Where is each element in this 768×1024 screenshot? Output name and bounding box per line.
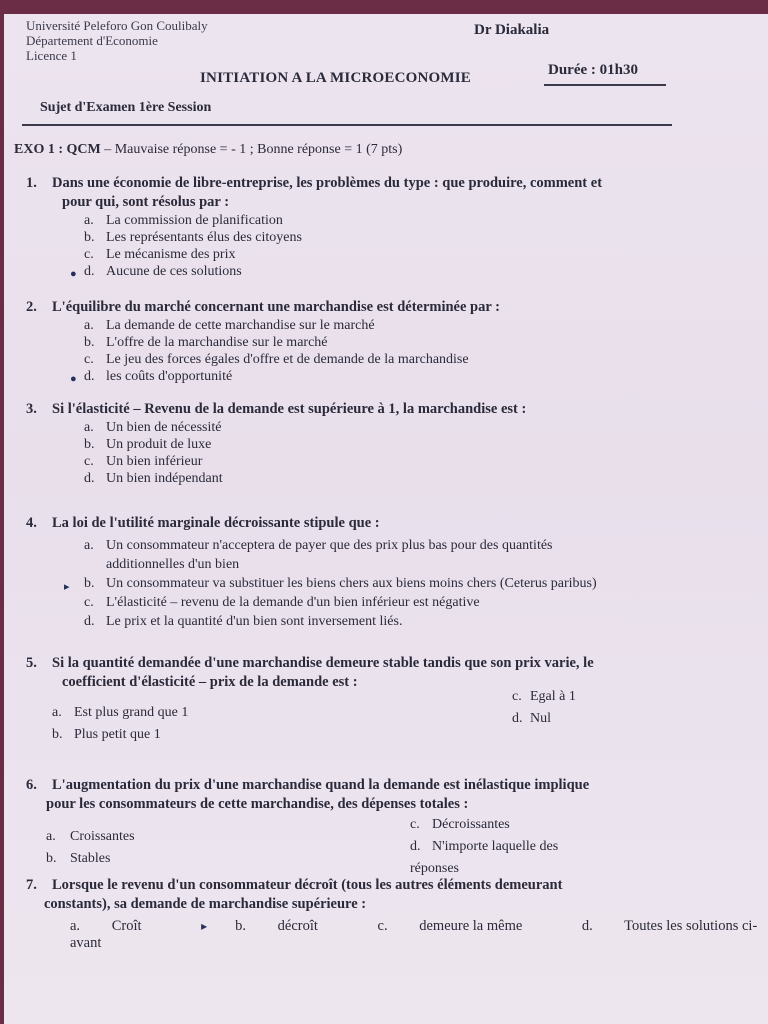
pen-mark-icon: ● bbox=[70, 268, 77, 280]
options-inline bbox=[26, 918, 768, 952]
question-1 bbox=[26, 174, 602, 280]
options-left bbox=[52, 702, 188, 746]
options-right bbox=[512, 686, 576, 730]
option: c. Décroissantes bbox=[410, 817, 510, 832]
pen-mark-icon: ▸ bbox=[201, 919, 208, 933]
option: ▸ b. décroît bbox=[201, 918, 318, 934]
question-6 bbox=[26, 776, 590, 876]
question-stem: 2. L'équilibre du marché concernant une marchandise est déterminée par : bbox=[26, 299, 500, 315]
option: c. Un bien inférieur bbox=[84, 454, 203, 469]
question-stem: 4. La loi de l'utilité marginale décroissante stipule que : bbox=[26, 515, 380, 531]
option: b. Les représentants élus des citoyens bbox=[84, 230, 302, 245]
options-list bbox=[26, 317, 500, 385]
question-7 bbox=[26, 876, 768, 952]
options-two-columns bbox=[26, 814, 589, 876]
option: d. Un bien indépendant bbox=[84, 471, 223, 486]
option-continued: additionnelles d'un bien bbox=[106, 557, 240, 572]
exercise-heading bbox=[14, 142, 402, 158]
option: a. La demande de cette marchandise sur le marché bbox=[84, 318, 375, 333]
option: c. L'élasticité – revenu de la demande d'un bien inférieur est négative bbox=[84, 595, 480, 610]
option: d. N'importe laquelle des réponses bbox=[410, 839, 559, 876]
question-stem-cont: pour les consommateurs de cette marchandise, des dépenses totales : bbox=[46, 796, 469, 812]
option: b. L'offre de la marchandise sur le marché bbox=[84, 335, 328, 350]
option: b. Plus petit que 1 bbox=[52, 727, 161, 742]
options-right bbox=[410, 814, 589, 880]
header-divider bbox=[22, 124, 672, 126]
exam-title: INITIATION A LA MICROECONOMIE bbox=[200, 70, 471, 86]
question-stem-cont: coefficient d'élasticité – prix de la demande est : bbox=[62, 674, 358, 690]
option: a. Est plus grand que 1 bbox=[52, 705, 189, 720]
exercise-label: EXO 1 : QCM bbox=[14, 142, 101, 157]
exam-session: Sujet d'Examen 1ère Session bbox=[40, 100, 212, 115]
university-name: Université Peleforo Gon Coulibaly bbox=[26, 18, 208, 33]
question-2 bbox=[26, 298, 500, 385]
question-stem-cont: pour qui, sont résolus par : bbox=[62, 194, 230, 210]
options-two-columns bbox=[26, 689, 594, 742]
pen-mark-icon: ● bbox=[70, 373, 77, 385]
option: a. La commission de planification bbox=[84, 213, 283, 228]
option: a. Croît bbox=[70, 918, 142, 934]
exam-sheet bbox=[4, 14, 768, 1024]
option: d. Nul bbox=[512, 711, 551, 726]
option: ● d. Aucune de ces solutions bbox=[26, 263, 602, 280]
option: a. Un consommateur n'acceptera de payer que des prix plus bas pour des quantités bbox=[84, 538, 553, 553]
question-5 bbox=[26, 654, 594, 742]
level-label: Licence 1 bbox=[26, 48, 77, 63]
department-name: Département d'Economie bbox=[26, 33, 158, 48]
option: c. Egal à 1 bbox=[512, 689, 576, 704]
option: a. Croissantes bbox=[46, 829, 135, 844]
options-list bbox=[26, 419, 526, 487]
question-stem: 1. Dans une économie de libre-entreprise, les problèmes du type : que produire, comment et bbox=[26, 175, 603, 191]
duration-underline bbox=[544, 84, 666, 86]
options-left bbox=[46, 826, 135, 870]
option: c. Le jeu des forces égales d'offre et de demande de la marchandise bbox=[84, 352, 469, 367]
option: d. Le prix et la quantité d'un bien sont inversement liés. bbox=[84, 614, 403, 629]
question-4 bbox=[26, 514, 597, 631]
exam-duration: Durée : 01h30 bbox=[548, 62, 638, 78]
header-institution bbox=[26, 18, 208, 63]
question-stem-cont: constants), sa demande de marchandise supérieure : bbox=[44, 896, 367, 912]
option: a. Un bien de nécessité bbox=[84, 420, 222, 435]
question-stem: 5. Si la quantité demandée d'une marchandise demeure stable tandis que son prix varie, le bbox=[26, 655, 594, 671]
option: c. Le mécanisme des prix bbox=[84, 247, 236, 262]
option: b. Un produit de luxe bbox=[84, 437, 212, 452]
teacher-name: Dr Diakalia bbox=[474, 22, 550, 38]
pen-mark-icon: ▸ bbox=[64, 581, 70, 593]
option: ● d. les coûts d'opportunité bbox=[26, 368, 500, 385]
option: c. demeure la même bbox=[377, 918, 523, 934]
exercise-rules: – Mauvaise réponse = - 1 ; Bonne réponse = 1 (7 pts) bbox=[104, 142, 403, 157]
question-stem: 3. Si l'élasticité – Revenu de la demande est supérieure à 1, la marchandise est : bbox=[26, 401, 527, 417]
option: ▸ b. Un consommateur va substituer les biens chers aux biens moins chers (Ceterus paribus) bbox=[26, 574, 597, 593]
question-3 bbox=[26, 400, 526, 487]
option: d. Toutes les solutions ci-avant bbox=[70, 918, 758, 951]
options-list bbox=[26, 536, 597, 631]
option: b. Stables bbox=[46, 851, 111, 866]
question-stem: 6. L'augmentation du prix d'une marchandise quand la demande est inélastique implique bbox=[26, 777, 590, 793]
options-list bbox=[26, 212, 602, 280]
question-stem: 7. Lorsque le revenu d'un consommateur décroît (tous les autres éléments demeurant bbox=[26, 877, 563, 893]
